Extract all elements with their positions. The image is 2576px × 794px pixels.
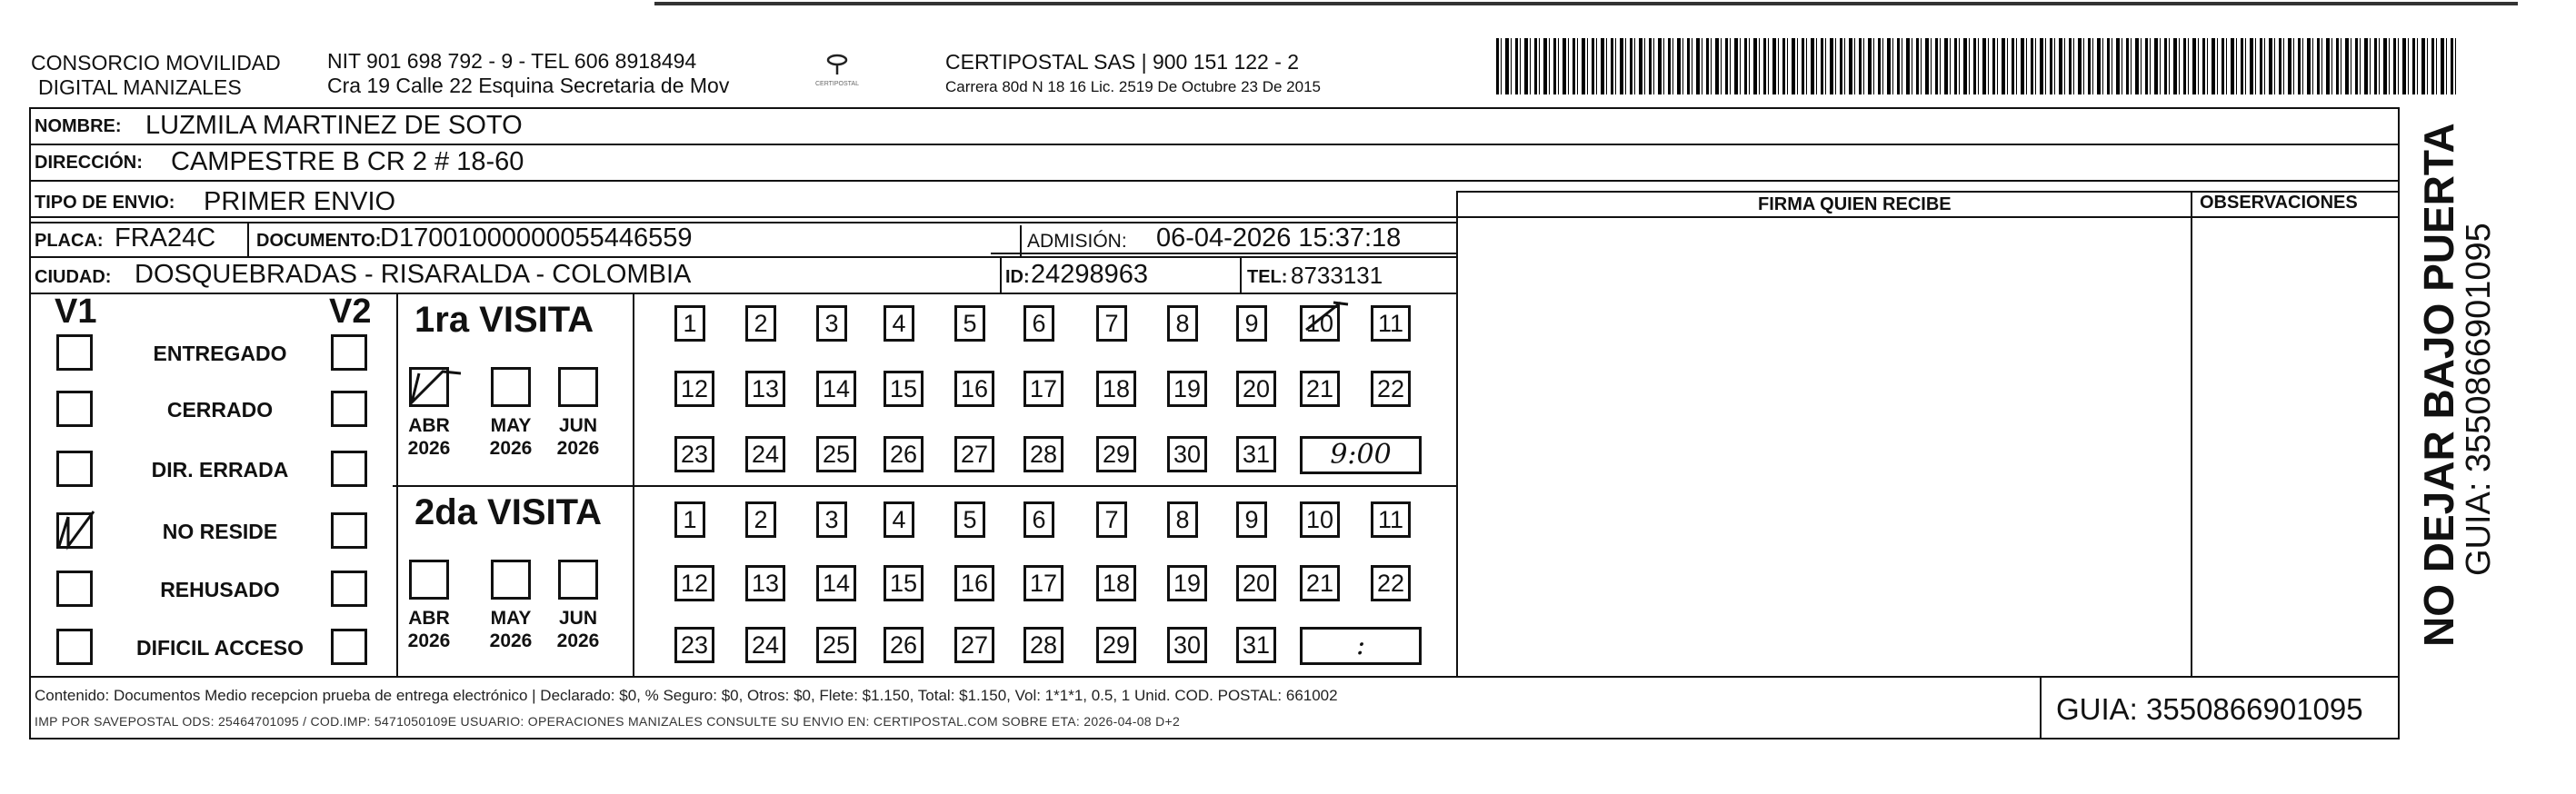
side-guia: GUIA: 3550866901095 (2460, 223, 2498, 576)
v2-header: V2 (329, 293, 372, 331)
check-mark-icon (55, 510, 97, 551)
day-box-2[interactable]: 2 (745, 305, 776, 342)
company-nit: NIT 901 698 792 - 9 - TEL 606 8918494 (327, 49, 697, 73)
day-box-25[interactable]: 25 (816, 436, 856, 472)
day-box-7[interactable]: 7 (1096, 501, 1127, 538)
visit2-title: 2da VISITA (414, 492, 602, 532)
v1-checkbox-cerrado[interactable] (56, 391, 93, 427)
courier-logo-icon (824, 53, 851, 76)
company-address: Cra 19 Calle 22 Esquina Secretaria de Mov (327, 74, 730, 97)
day-box-14[interactable]: 14 (816, 565, 856, 601)
month-checkbox-abr[interactable] (409, 560, 449, 600)
month-year: 2026 (489, 630, 533, 651)
month-year: 2026 (407, 438, 451, 459)
courier-address: Carrera 80d N 18 16 Lic. 2519 De Octubre 23 De 2015 (945, 78, 1321, 95)
day-box-26[interactable]: 26 (884, 436, 924, 472)
tipo-envio-value: PRIMER ENVIO (204, 187, 396, 216)
day-box-4[interactable]: 4 (884, 501, 914, 538)
day-box-11[interactable]: 11 (1371, 305, 1411, 342)
visit1-title: 1ra VISITA (414, 300, 594, 340)
day-box-10[interactable] (1300, 305, 1340, 342)
month-year: 2026 (489, 438, 533, 459)
day-box-13[interactable]: 13 (745, 371, 785, 407)
month-year: 2026 (407, 630, 451, 651)
strike-mark-icon (1301, 299, 1350, 335)
day-box-9[interactable]: 9 (1236, 501, 1267, 538)
day-box-25[interactable]: 25 (816, 627, 856, 663)
v1-checkbox-rehusado[interactable] (56, 571, 93, 607)
company-name (31, 51, 281, 100)
month-checkbox-may[interactable] (491, 367, 531, 407)
placa-label: PLACA: (35, 231, 104, 251)
visit1-hour-box[interactable]: 9:00 (1300, 436, 1422, 474)
id-label: ID: (1005, 267, 1030, 287)
day-box-11[interactable]: 11 (1371, 501, 1411, 538)
day-box-6[interactable]: 6 (1023, 305, 1054, 342)
month-name: MAY (490, 415, 532, 436)
day-box-18[interactable]: 18 (1096, 371, 1136, 407)
day-box-23[interactable]: 23 (674, 627, 714, 663)
admision-label: ADMISIÓN: (1027, 231, 1127, 252)
check-mark-icon (406, 362, 461, 408)
day-box-3[interactable]: 3 (816, 305, 847, 342)
v1-checkbox-no-reside[interactable] (56, 512, 93, 549)
day-box-13[interactable]: 13 (745, 565, 785, 601)
v2-checkbox-rehusado[interactable] (331, 571, 367, 607)
v1-checkbox-dificil-acceso[interactable] (56, 629, 93, 665)
day-box-28[interactable]: 28 (1023, 627, 1063, 663)
direccion-value: CAMPESTRE B CR 2 # 18-60 (171, 147, 524, 176)
tipo-envio-label: TIPO DE ENVIO: (35, 193, 175, 213)
month-label-may (484, 607, 538, 652)
day-box-12[interactable]: 12 (674, 565, 714, 601)
v2-checkbox-no-reside[interactable] (331, 512, 367, 549)
documento-label: DOCUMENTO: (256, 231, 382, 251)
status-label-cerrado: CERRADO (166, 398, 274, 422)
day-box-19[interactable]: 19 (1167, 565, 1207, 601)
day-box-18[interactable]: 18 (1096, 565, 1136, 601)
month-label-abr (402, 607, 456, 652)
day-box-21[interactable]: 21 (1300, 371, 1340, 407)
day-box-31[interactable]: 31 (1236, 436, 1276, 472)
month-name: JUN (558, 608, 597, 629)
day-box-5[interactable]: 5 (954, 305, 985, 342)
day-box-27[interactable]: 27 (954, 436, 994, 472)
month-name: ABR (408, 415, 450, 436)
day-box-20[interactable]: 20 (1236, 565, 1276, 601)
v2-checkbox-entregado[interactable] (331, 334, 367, 371)
month-checkbox-jun[interactable] (558, 560, 598, 600)
day-box-30[interactable]: 30 (1167, 627, 1207, 663)
day-box-7[interactable]: 7 (1096, 305, 1127, 342)
footer-impreso: IMP POR SAVEPOSTAL ODS: 25464701095 / COD.IMP: 5471050109E USUARIO: OPERACIONES MANIZALES CONSULTE SU ENVIO EN: CERTIPOSTAL.COM SOBRE ETA: 2026-04-08 D+2 (35, 714, 1181, 729)
month-checkbox-may[interactable] (491, 560, 531, 600)
status-label-dir-errada: DIR. ERRADA (151, 458, 289, 481)
observaciones-header: OBSERVACIONES (2200, 193, 2358, 213)
month-label-abr (402, 414, 456, 460)
top-edge-line (654, 2, 2518, 5)
side-warning: NO DEJAR BAJO PUERTA (2415, 123, 2462, 647)
id-value: 24298963 (1031, 260, 1149, 289)
v2-checkbox-dir-errada[interactable] (331, 451, 367, 487)
month-name: JUN (558, 415, 597, 436)
day-box-12[interactable]: 12 (674, 371, 714, 407)
day-box-24[interactable]: 24 (745, 627, 785, 663)
footer-guia: GUIA: 3550866901095 (2056, 692, 2363, 726)
barcode (1496, 38, 2460, 94)
day-box-19[interactable]: 19 (1167, 371, 1207, 407)
month-label-jun (551, 414, 605, 460)
month-label-may (484, 414, 538, 460)
ciudad-value: DOSQUEBRADAS - RISARALDA - COLOMBIA (135, 260, 692, 289)
tel-value: 8733131 (1291, 262, 1383, 289)
day-box-8[interactable]: 8 (1167, 305, 1198, 342)
day-box-10[interactable]: 10 (1300, 501, 1340, 538)
day-box-23[interactable]: 23 (674, 436, 714, 472)
company-info (327, 49, 729, 98)
day-box-29[interactable]: 29 (1096, 627, 1136, 663)
day-box-8[interactable]: 8 (1167, 501, 1198, 538)
day-box-5[interactable]: 5 (954, 501, 985, 538)
v2-checkbox-cerrado[interactable] (331, 391, 367, 427)
day-box-21[interactable]: 21 (1300, 565, 1340, 601)
day-box-14[interactable]: 14 (816, 371, 856, 407)
day-box-17[interactable]: 17 (1023, 565, 1063, 601)
day-box-16[interactable]: 16 (954, 565, 994, 601)
status-label-no-reside: NO RESIDE (162, 520, 278, 543)
company-name-line1: CONSORCIO MOVILIDAD (31, 51, 281, 74)
direccion-label: DIRECCIÓN: (35, 153, 143, 173)
v1-checkbox-dir-errada[interactable] (56, 451, 93, 487)
day-box-9[interactable]: 9 (1236, 305, 1267, 342)
month-label-jun (551, 607, 605, 652)
footer-contenido: Contenido: Documentos Medio recepcion prueba de entrega electrónico | Declarado: $0, % Seguro: $0, Otros: $0, Flete: $1.150, Total: $1.150, Vol: 1*1*1, 0.5, 1 Unid. COD. POSTAL: 661002 (35, 687, 1338, 704)
day-box-20[interactable]: 20 (1236, 371, 1276, 407)
nombre-label: NOMBRE: (35, 116, 122, 136)
month-name: ABR (408, 608, 450, 629)
placa-value: FRA24C (115, 223, 216, 253)
month-checkbox-abr[interactable] (409, 367, 449, 407)
day-box-1[interactable]: 1 (674, 305, 705, 342)
day-box-29[interactable]: 29 (1096, 436, 1136, 472)
courier-logo-text: CERTIPOSTAL (815, 81, 859, 87)
firma-header: FIRMA QUIEN RECIBE (1758, 194, 1952, 214)
day-box-24[interactable]: 24 (745, 436, 785, 472)
day-box-22[interactable]: 22 (1371, 371, 1411, 407)
day-box-28[interactable]: 28 (1023, 436, 1063, 472)
day-box-4[interactable]: 4 (884, 305, 914, 342)
tel-label: TEL: (1247, 267, 1288, 287)
day-box-15[interactable]: 15 (884, 565, 924, 601)
day-box-1[interactable]: 1 (674, 501, 705, 538)
month-year: 2026 (556, 630, 600, 651)
company-name-line2: DIGITAL MANIZALES (38, 75, 242, 99)
visit2-hour-box[interactable]: : (1300, 627, 1422, 665)
month-name: MAY (490, 608, 532, 629)
nombre-value: LUZMILA MARTINEZ DE SOTO (145, 111, 523, 140)
courier-name: CERTIPOSTAL SAS | 900 151 122 - 2 (945, 50, 1300, 74)
status-label-entregado: ENTREGADO (153, 342, 287, 365)
documento-value: D17001000000055446559 (380, 223, 693, 253)
ciudad-label: CIUDAD: (35, 267, 112, 287)
day-box-27[interactable]: 27 (954, 627, 994, 663)
day-number: 10 (1305, 310, 1334, 337)
day-box-22[interactable]: 22 (1371, 565, 1411, 601)
status-label-dificil-acceso: DIFICIL ACCESO (135, 636, 304, 660)
day-box-16[interactable]: 16 (954, 371, 994, 407)
month-year: 2026 (556, 438, 600, 459)
v1-checkbox-entregado[interactable] (56, 334, 93, 371)
day-box-31[interactable]: 31 (1236, 627, 1276, 663)
month-checkbox-jun[interactable] (558, 367, 598, 407)
v2-checkbox-dificil-acceso[interactable] (331, 629, 367, 665)
day-box-26[interactable]: 26 (884, 627, 924, 663)
day-box-17[interactable]: 17 (1023, 371, 1063, 407)
day-box-2[interactable]: 2 (745, 501, 776, 538)
v1-header: V1 (55, 293, 97, 331)
admision-value: 06-04-2026 15:37:18 (1156, 223, 1402, 253)
courier-logo (805, 53, 869, 87)
day-box-15[interactable]: 15 (884, 371, 924, 407)
day-box-3[interactable]: 3 (816, 501, 847, 538)
day-box-30[interactable]: 30 (1167, 436, 1207, 472)
status-label-rehusado: REHUSADO (160, 578, 280, 601)
day-box-6[interactable]: 6 (1023, 501, 1054, 538)
